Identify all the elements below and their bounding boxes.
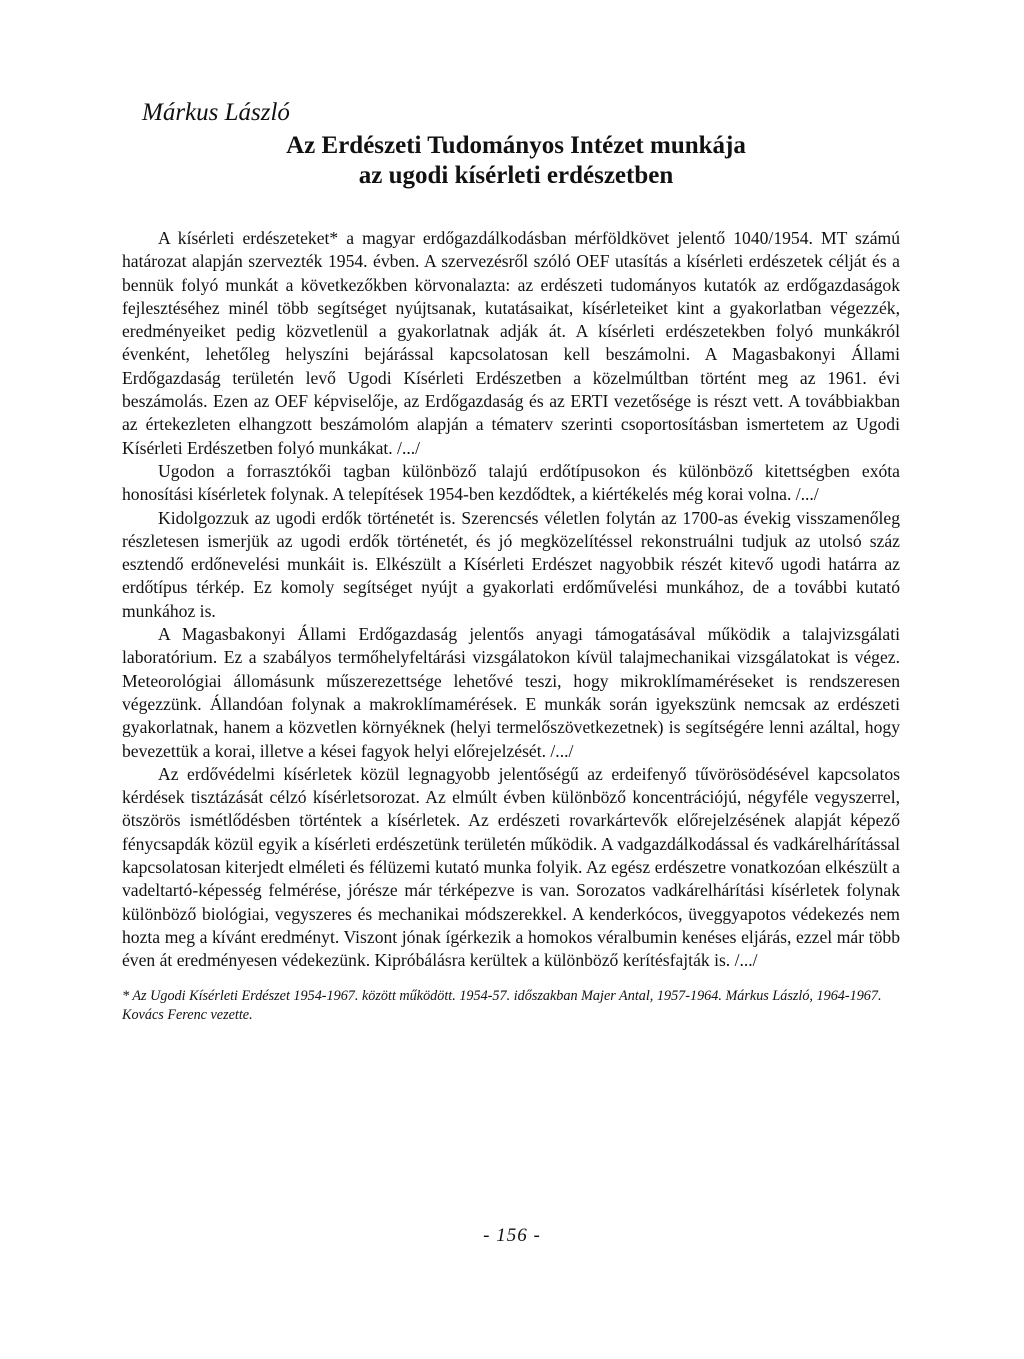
article-title-line-2: az ugodi kísérleti erdészetben xyxy=(358,162,674,189)
paragraph: A Magasbakonyi Állami Erdőgazdaság jelentős anyagi támogatásával működik a talajvizsgálati laboratórium. Ez a szabályos termőhelyfeltárási vizsgálatokon kívül talajmechanikai vizsgálatokat is végez. Meteorológiai állomásunk műszerezettsége lehetővé teszi, hogy mikroklímaméréseket is rendszeresen végezzünk. Állandóan folynak a makroklímamérések. E munkák során igyekszünk nemcsak az erdészeti gyakorlatnak, hanem a közvetlen környéknek (helyi termelőszövetkezetnek) is segítségére lenni azáltal, hogy bevezettük a korai, illetve a kései fagyok helyi előrejelzését. /.../ xyxy=(122,624,900,761)
page-number: - 156 - xyxy=(483,1225,541,1246)
paragraph: Az erdővédelmi kísérletek közül legnagyobb jelentőségű az erdeifenyő tűvörösödésével kapcsolatos kérdések tisztázását célzó kísérletsorozat. Az elmúlt évben különböző koncentrációjú, négyféle vegyszerrel, ötszörös ismétlődésben történtek a kísérletek. Az erdészeti rovarkártevők előrejelzésének alapját képező fénycsapdák közül egyik a kísérleti erdészetünk területén működik. A vadgazdálkodással és vadkárelhárítással kapcsolatosan kiterjedt elméleti és félüzemi kutató munka folyik. Az egész erdészetre vonatkozóan elkészült a vadeltartó-képesség felmérése, jórésze már térképezve is van. Sorozatos vadkárelhárítási kísérletek folynak különböző biológiai, vegyszeres és mechanikai módszerekkel. A kenderkócos, üveggyapotos védekezés nem hozta meg a kívánt eredményt. Viszont jónak ígérkezik a homokos véralbumin kenéses eljárás, ezzel már több éven át eredményesen védekezünk. Kipróbálásra kerültek a különböző kerítésfajták is. /.../ xyxy=(122,763,900,971)
author-name: Márkus László xyxy=(142,99,290,126)
paragraph: A kísérleti erdészeteket* a magyar erdőgazdálkodásban mérföldkövet jelentő 1040/1954. MT számú határozat alapján szervezték 1954. évben. A szervezésről szóló OEF utasítás a kísérleti erdészetek célját és a bennük folyó munkát a következőkben körvonalazta: az erdészeti tudományos kutatók az erdőgazdaságok fejlesztéséhez minél több segítséget nyújtsanak, kutatásaikat, kísérleteiket kint a gyakorlatban végezzék, eredményeiket pedig közvetlenül a gyakorlatnak adják át. A kísérleti erdészetekben folyó munkákról évenként, lehetőleg helyszíni bejárással kapcsolatosan kell beszámolni. A Magasbakonyi Állami Erdőgazdaság területén levő Ugodi Kísérleti Erdészetben a közelmúltban történt meg az 1961. évi beszámolás. Ezen az OEF képviselője, az Erdőgazdaság és az ERTI vezetősége is részt vett. A továbbiakban az értekezleten elhangzott beszámolóm alapján a tématerv szerinti csoportosításban ismertetem az Ugodi Kísérleti Erdészetben folyó munkákat. /.../ xyxy=(122,228,900,458)
article-body xyxy=(122,227,900,973)
document-page xyxy=(122,98,900,1025)
article-title-line-1: Az Erdészeti Tudományos Intézet munkája xyxy=(286,132,746,159)
footnote: * Az Ugodi Kísérleti Erdészet 1954-1967. között működött. 1954-57. időszakban Majer Antal, 1957-1964. Márkus László, 1964-1967. Kovács Ferenc vezette. xyxy=(122,987,882,1023)
paragraph: Kidolgozzuk az ugodi erdők történetét is. Szerencsés véletlen folytán az 1700-as évekig visszamenőleg részletesen ismerjük az ugodi erdők történetét, és jó megközelítéssel rekonstruálni tudjuk az utolsó száz esztendő erdőnevelési munkáit is. Elkészült a Kísérleti Erdészet nagyobbik részét kitevő ugodi határra az erdőtípus térkép. Ez komoly segítséget nyújt a gyakorlati erdőművelési munkához, de a további kutató munkához is. xyxy=(122,507,900,621)
header-block xyxy=(122,98,900,191)
paragraph: Ugodon a forrasztókői tagban különböző talajú erdőtípusokon és különböző kitettségben exóta honosítási kísérletek folynak. A telepítések 1954-ben kezdődtek, a kiértékelés még korai volna. /.../ xyxy=(122,460,900,505)
